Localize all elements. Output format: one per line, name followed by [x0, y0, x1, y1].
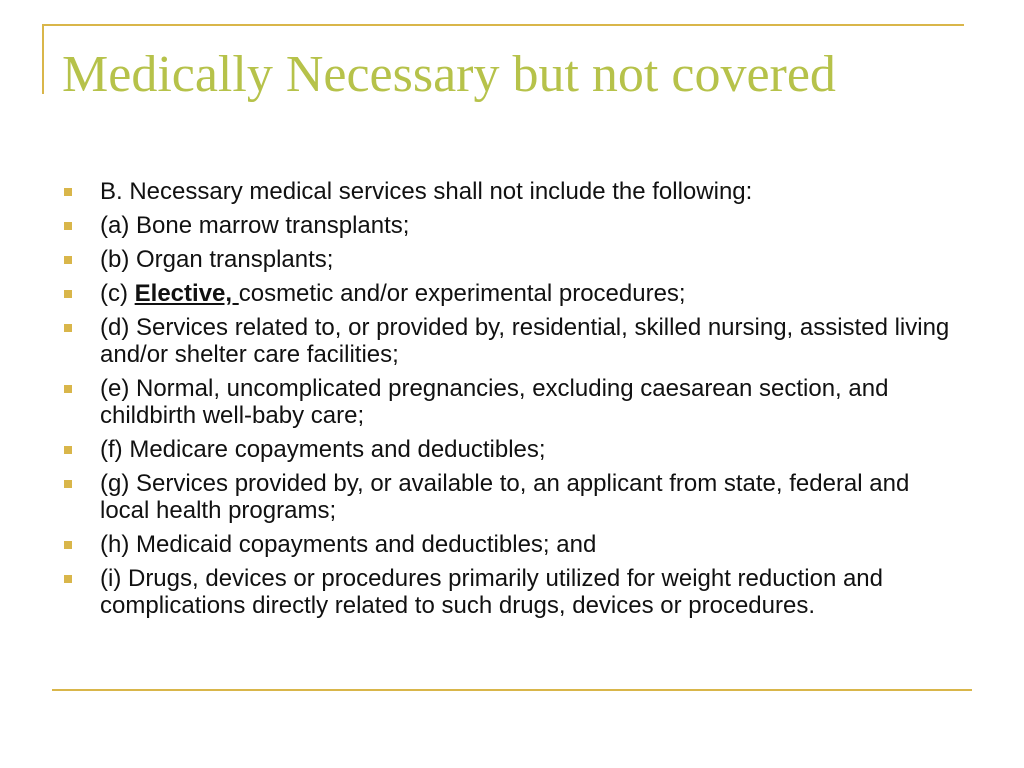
- square-bullet-icon: [64, 222, 72, 230]
- list-item-prefix: (c): [100, 280, 135, 307]
- square-bullet-icon: [64, 324, 72, 332]
- slide-title: Medically Necessary but not covered: [62, 46, 836, 103]
- list-item-text: cosmetic and/or experimental procedures;: [238, 280, 686, 307]
- list-item: [60, 314, 960, 368]
- elective-emphasis: Elective,: [134, 280, 239, 307]
- list-item-text: (h) Medicaid copayments and deductibles; and: [100, 531, 597, 558]
- left-rule: [42, 24, 44, 94]
- list-item: [60, 531, 960, 558]
- square-bullet-icon: [64, 446, 72, 454]
- list-item: [60, 375, 960, 429]
- list-item: [60, 436, 960, 463]
- list-item: [60, 280, 960, 307]
- list-item-text: (b) Organ transplants;: [100, 246, 334, 273]
- list-item-text: (f) Medicare copayments and deductibles;: [100, 436, 546, 463]
- square-bullet-icon: [64, 188, 72, 196]
- list-item: [60, 212, 960, 239]
- list-item-text: (a) Bone marrow transplants;: [100, 212, 410, 239]
- list-item: [60, 565, 960, 619]
- square-bullet-icon: [64, 290, 72, 298]
- list-item: [60, 470, 960, 524]
- square-bullet-icon: [64, 575, 72, 583]
- square-bullet-icon: [64, 480, 72, 488]
- list-item-text: (i) Drugs, devices or procedures primarily utilized for weight reduction and complications directly related to such drugs, devices or procedures.: [100, 565, 883, 619]
- bullet-list: [60, 178, 960, 626]
- top-rule: [42, 24, 964, 26]
- square-bullet-icon: [64, 385, 72, 393]
- list-item: [60, 178, 960, 205]
- list-item-text: (e) Normal, uncomplicated pregnancies, excluding caesarean section, and childbirth well-baby care;: [100, 375, 889, 429]
- square-bullet-icon: [64, 256, 72, 264]
- list-item-text: B. Necessary medical services shall not include the following:: [100, 178, 753, 205]
- square-bullet-icon: [64, 541, 72, 549]
- list-item-text: (d) Services related to, or provided by, residential, skilled nursing, assisted living and/or shelter care facilities;: [100, 314, 950, 368]
- list-item: [60, 246, 960, 273]
- bottom-rule: [52, 689, 972, 691]
- list-item-text: (g) Services provided by, or available to, an applicant from state, federal and local health programs;: [100, 470, 910, 524]
